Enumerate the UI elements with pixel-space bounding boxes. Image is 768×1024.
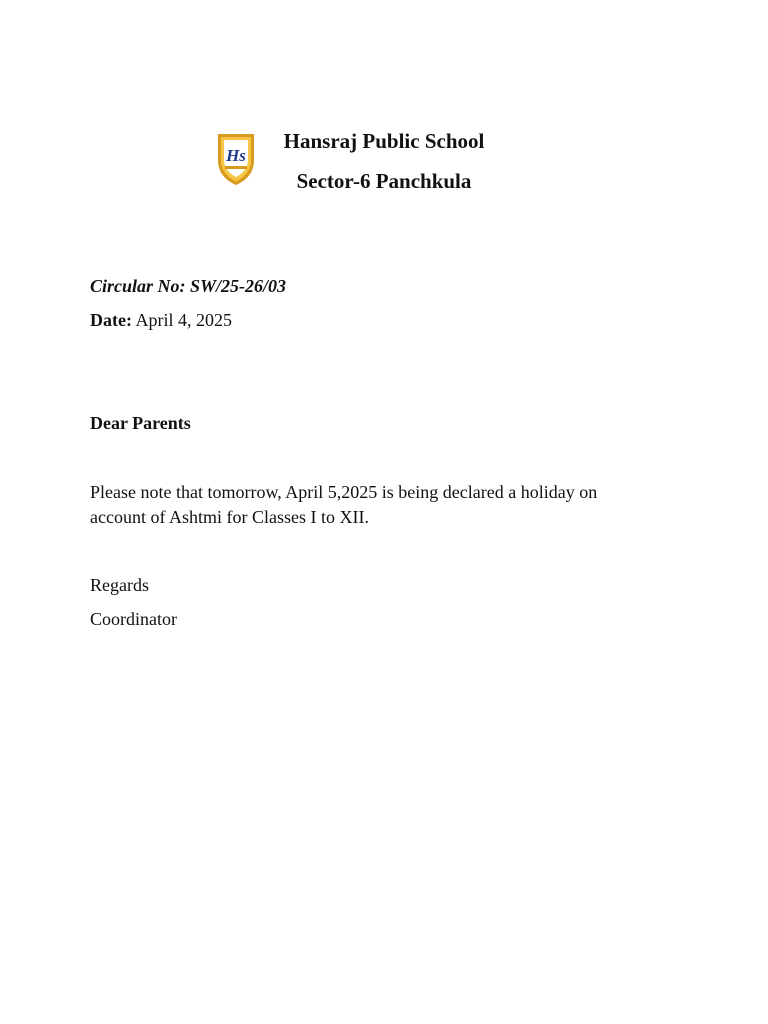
closing: Regards <box>90 575 149 595</box>
circular-date <box>90 308 232 333</box>
school-crest-icon <box>215 130 257 186</box>
school-address: Sector-6 Panchkula <box>296 169 472 193</box>
signatory: Coordinator <box>90 609 177 629</box>
letter-body: Please note that tomorrow, April 5,2025 is being declared a holiday on account of Ashtmi for Classes I to XII. <box>90 482 598 527</box>
circular-number: Circular No: SW/25-26/03 <box>90 276 287 296</box>
school-heading <box>262 126 506 196</box>
date-label: Date: <box>90 310 132 330</box>
crest-monogram: Hs <box>226 146 246 165</box>
date-value: April 4, 2025 <box>135 310 232 330</box>
school-name: Hansraj Public School <box>283 129 485 153</box>
salutation: Dear Parents <box>90 413 191 433</box>
